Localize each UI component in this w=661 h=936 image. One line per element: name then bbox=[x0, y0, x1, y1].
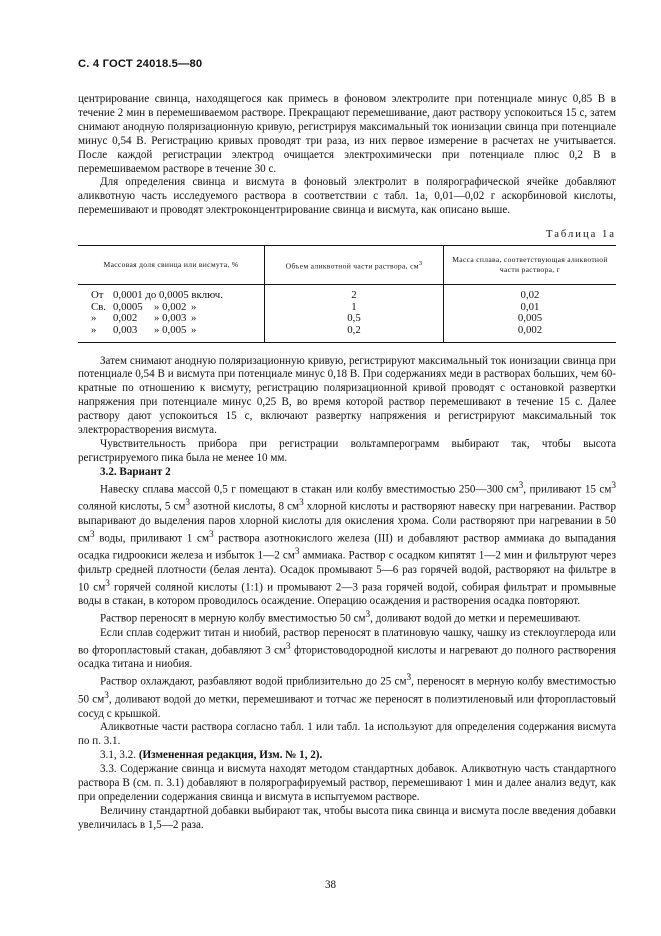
section-heading-3-2: 3.2. Вариант 2 bbox=[100, 465, 171, 478]
paragraph-sensitivity: Чувствительность прибора при регистрации вольтамперограмм выбирают так, чтобы высота регистрируемого пика была не менее 10 мм. bbox=[78, 437, 616, 464]
table-cell-mass: 0,002 bbox=[444, 325, 617, 342]
paragraph-amendment-note: 3.1, 3.2. (Измененная редакция, Изм. № 1, 2). bbox=[100, 749, 323, 762]
body-text-bottom bbox=[78, 355, 616, 833]
table-header-row bbox=[78, 246, 616, 285]
column-header-volume: Объем аликвотной части раствора, $см^3$ bbox=[265, 246, 444, 285]
table-cell-volume: 0,2 bbox=[265, 325, 444, 342]
body-text-top bbox=[78, 93, 616, 218]
table-cell-range: » 0,003 » 0,005 » bbox=[91, 323, 197, 336]
table-cell-range: От 0,0001 до 0,0005 включ. bbox=[91, 289, 223, 302]
paragraph-titanium-niobium: Если сплав содержит титан и ниобий, раствор переносят в платиновую чашку, чашку из стеклоуглерода или во фторопластовый стакан, добавляют 3 $см^3$ фтористоводородной кислоты и нагревают до полного растворения осадка титана и ниобия. bbox=[78, 626, 616, 671]
paragraph-transfer-flask: Раствор переносят в мерную колбу вместимостью 50 $см^3$, доливают водой до метки и перемешивают. bbox=[100, 610, 581, 626]
table-cell-range: Св. 0,0005 » 0,002 » bbox=[91, 300, 197, 313]
table-cell-mass: 0,005 bbox=[444, 313, 617, 325]
column-header-mass-fraction: Массовая доля свинца или висмута, % bbox=[103, 260, 239, 270]
table-cell-mass: 0,02 bbox=[444, 285, 617, 302]
paragraph-aliquots: Аликвотные части раствора согласно табл. 1 или табл. 1а используют для определения содержания висмута по п. 3.1. bbox=[78, 721, 616, 748]
paragraph-sample-dissolution: Навеску сплава массой 0,5 г помещают в стакан или колбу вместимостью 250—300 $см^3$, приливают 15 $см^3$ соляной кислоты, 5 $см^3$ азотной кислоты, 8 $см^3$ хлорной кислоты и растворяют навеску при нагревании. Раствор выпаривают до выделения паров хлорной кислоты для окисления хрома. Соли растворяют при нагревании в 50 $см^3$ воды, приливают 1 $см^3$ раствора азотнокислого железа (III) и добавляют раствор аммиака до выпадания осадка гидроокиси железа и избыток 1—2 $см^3$ аммиака. Раствор с осадком кипятят 1—2 мин и фильтруют через фильтр средней плотности (белая лента). Осадок промывают 5—6 раз горячей водой, растворяют на фильтре в 10 $см^3$ горячей соляной кислоты (1:1) и промывают 2—3 раза горячей водой, собирая фильтрат и промывные воды в стакан, в котором проводилось осаждение. Операцию осаждения и растворения осадка повторяют. bbox=[78, 480, 617, 608]
paragraph-cooling: Раствор охлаждают, разбавляют водой приблизительно до 25 $см^3$, переносят в мерную колбу вместимостью 50 $см^3$, доливают водой до метки, перемешивают и тотчас же переносят в полиэтиленовый или фторопластовый сосуд с крышкой. bbox=[78, 673, 616, 720]
document-page bbox=[78, 58, 616, 833]
table-cell-mass: 0,01 bbox=[444, 302, 617, 314]
column-header-alloy-mass: Масса сплава, соответствующая аликвотной части раствора, г bbox=[444, 246, 617, 285]
page-number: 38 bbox=[324, 879, 337, 891]
table-cell-range: » 0,002 » 0,003 » bbox=[91, 312, 197, 325]
paragraph-3-3: 3.3. Содержание свинца и висмута находят методом стандартных добавок. Аликвотную часть стандартного раствора В (см. п. 3.1) добавляют в полярографируемый раствор, перемешивают 1 мин и далее анализ ведут, как при определении содержания свинца и висмута в испытуемом растворе. bbox=[78, 763, 616, 803]
paragraph-continued: центрирование свинца, находящегося как примесь в фоновом электролите при потенциале минус 0,85 В в течение 2 мин в перемешиваемом растворе. Прекращают перемешивание, дают раствору успокоиться 15 с, затем снимают анодную поляризационную кривую, регистрируя максимальный ток ионизации свинца при потенциале минус 0,54 В. Регистрацию кривых проводят три раза, из них первое измерение в расчетах не учитывается. После каждой регистрации электрод очищается электрохимически при потенциале плюс 0,2 В в перемешиваемом растворе в течение 30 с. bbox=[78, 93, 616, 175]
paragraph-anodic-curve: Затем снимают анодную поляризационную кривую, регистрируют максимальный ток ионизации свинца при потенциале 0,54 В и висмута при потенциале минус 0,18 В. При содержаниях меди в растворах больших, чем 60-кратные по отношению к висмуту, регистрацию поляризационной кривой проводят с остановкой развертки напряжения при потенциале минус 0,25 В, во время которой раствор перемешивают в течение 15 с. Далее раствору дают успокоиться 15 с, включают развертку напряжения и регистрируют максимальный ток электрорастворения висмута. bbox=[78, 354, 616, 437]
paragraph-bismuth-lead: Для определения свинца и висмута в фоновый электролит в полярографической ячейке добавляют аликвотную часть исследуемого раствора в соответствии с табл. 1а, 0,01—0,02 г аскорбиновой кислоты, перемешивают и проводят электроконцентрирование свинца и висмута, как описано выше. bbox=[78, 176, 616, 217]
table-row bbox=[78, 285, 616, 302]
table-cell-volume: 0,5 bbox=[265, 313, 444, 325]
table-caption: Таблица 1а bbox=[545, 229, 616, 241]
table-1a bbox=[78, 245, 616, 342]
page-header: С. 4 ГОСТ 24018.5—80 bbox=[78, 58, 203, 70]
table-cell-volume: 2 bbox=[265, 285, 444, 302]
table-cell-volume: 1 bbox=[265, 302, 444, 314]
paragraph-standard-addition: Величину стандартной добавки выбирают так, чтобы высота пика свинца и висмута после введения добавки увеличилась в 1,5—2 раза. bbox=[78, 804, 616, 831]
table-row bbox=[78, 325, 616, 342]
